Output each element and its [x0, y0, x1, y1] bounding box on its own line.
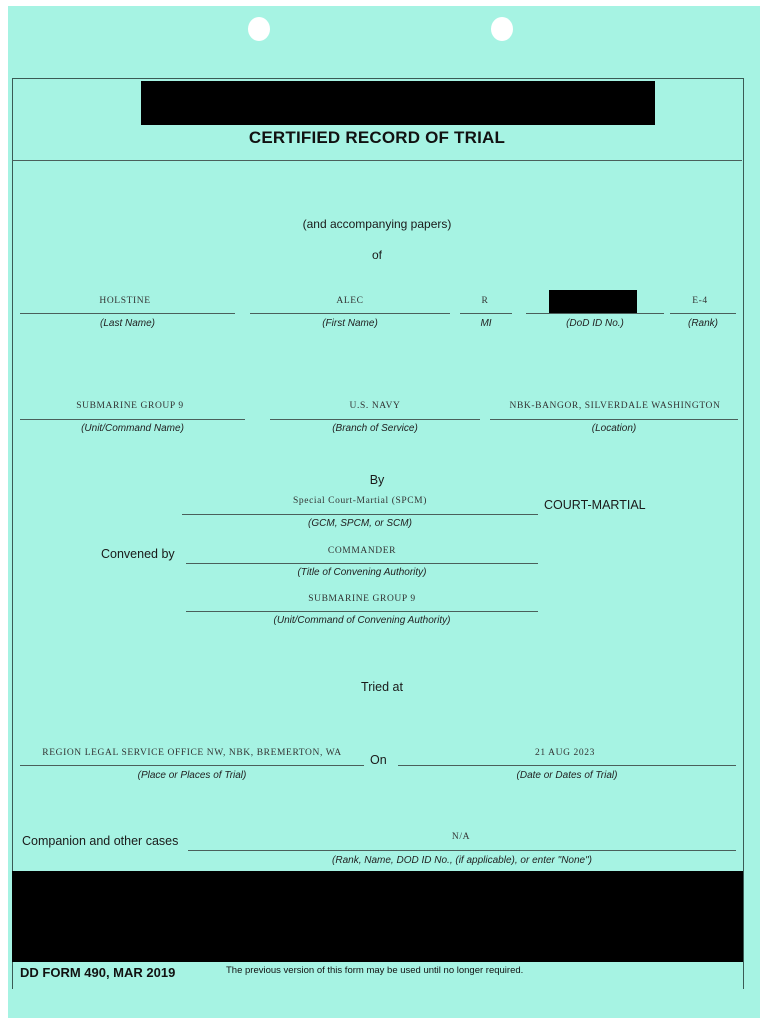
companion-line [188, 850, 736, 851]
on-label: On [370, 753, 387, 767]
of-text: of [371, 248, 382, 262]
location-value: NBK-BANGOR, SILVERDALE WASHINGTON [509, 401, 721, 411]
last-name-caption: (Last Name) [99, 318, 155, 329]
convening-unit-caption: (Unit/Command of Convening Authority) [273, 615, 451, 626]
by-text: By [369, 473, 385, 487]
place-caption: (Place or Places of Trial) [137, 770, 247, 781]
mi-line [460, 313, 512, 314]
court-type-caption: (GCM, SPCM, or SCM) [308, 518, 412, 529]
last-name-value: HOLSTINE [99, 296, 151, 306]
convening-unit-line [186, 611, 538, 612]
title-divider [12, 160, 742, 161]
rank-caption: (Rank) [687, 318, 718, 329]
subtitle: (and accompanying papers) [302, 217, 452, 231]
first-name-value: ALEC [336, 296, 364, 306]
footer-note: The previous version of this form may be used until no longer required. [226, 965, 524, 976]
place-value: REGION LEGAL SERVICE OFFICE NW, NBK, BREMERTON, WA [42, 748, 342, 758]
date-line [398, 765, 736, 766]
branch-value: U.S. NAVY [349, 401, 401, 411]
location-caption: (Location) [591, 423, 637, 434]
dod-line [526, 313, 664, 314]
redaction-dod-id [549, 290, 637, 314]
court-martial-label: COURT-MARTIAL [544, 498, 646, 512]
mi-caption: MI [480, 318, 492, 329]
convened-by-label: Convened by [101, 547, 175, 561]
date-value: 21 AUG 2023 [535, 748, 595, 758]
redaction-footer-block [12, 871, 743, 962]
companion-value: N/A [451, 832, 471, 842]
date-caption: (Date or Dates of Trial) [516, 770, 618, 781]
convening-title-value: COMMANDER [327, 546, 397, 556]
branch-caption: (Branch of Service) [332, 423, 418, 434]
last-name-line [20, 313, 235, 314]
form-frame [12, 78, 744, 989]
form-number: DD FORM 490, MAR 2019 [20, 965, 176, 980]
companion-label: Companion and other cases [22, 834, 179, 848]
form-title: CERTIFIED RECORD OF TRIAL [248, 128, 506, 147]
convening-unit-value: SUBMARINE GROUP 9 [308, 594, 416, 604]
rank-line [670, 313, 736, 314]
place-line [20, 765, 364, 766]
tried-at-text: Tried at [361, 680, 403, 694]
court-type-value: Special Court-Martial (SPCM) [293, 496, 427, 506]
redaction-header [141, 81, 655, 125]
mi-value: R [481, 296, 489, 306]
first-name-caption: (First Name) [322, 318, 378, 329]
branch-line [270, 419, 480, 420]
court-type-line [182, 514, 538, 515]
convening-title-caption: (Title of Convening Authority) [297, 567, 427, 578]
location-line [490, 419, 738, 420]
convening-title-line [186, 563, 538, 564]
unit-line [20, 419, 245, 420]
unit-name-value: SUBMARINE GROUP 9 [76, 401, 184, 411]
companion-caption: (Rank, Name, DOD ID No., (if applicable), or enter "None") [332, 855, 592, 866]
dod-caption: (DoD ID No.) [566, 318, 624, 329]
punch-hole-right [491, 17, 513, 41]
first-name-line [250, 313, 450, 314]
rank-value: E-4 [692, 296, 708, 306]
unit-caption: (Unit/Command Name) [81, 423, 184, 434]
punch-hole-left [248, 17, 270, 41]
